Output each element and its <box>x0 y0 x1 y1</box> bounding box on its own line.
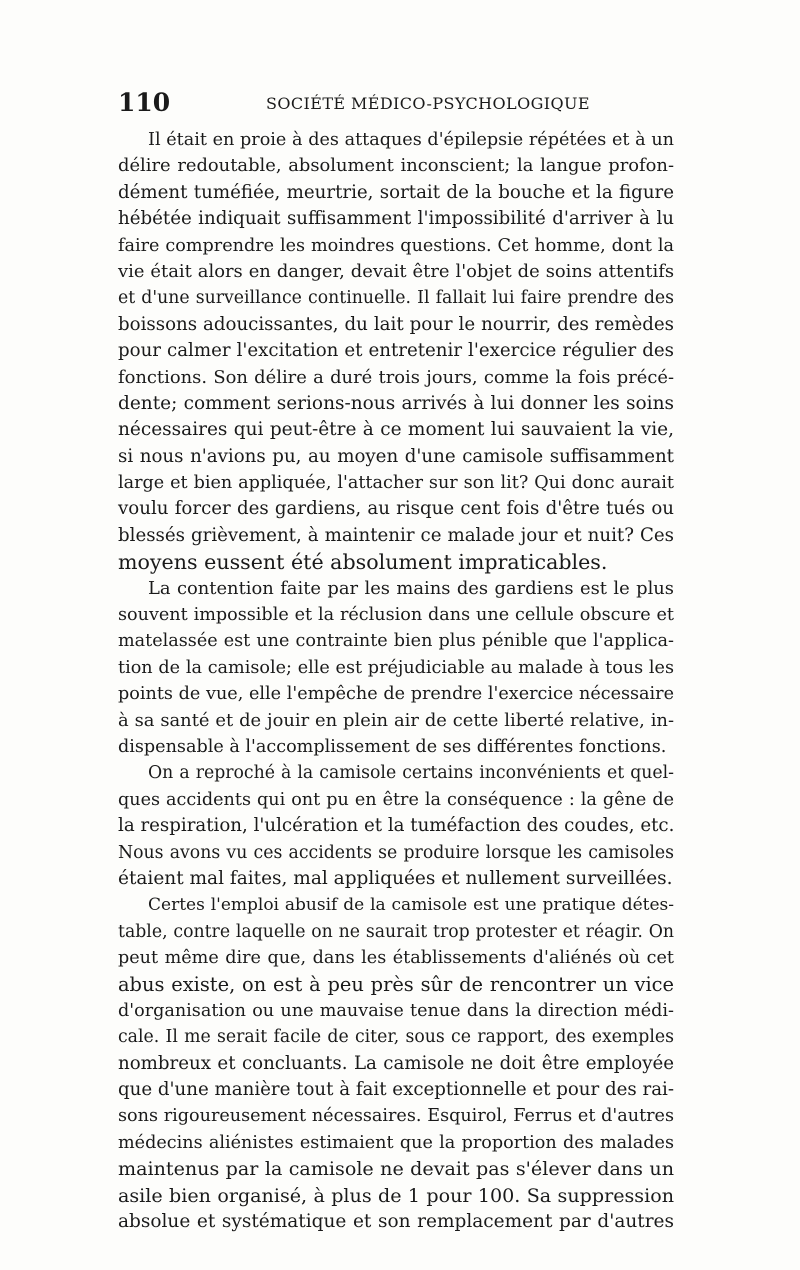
text-line: dispensable à l'accomplissement de ses différentes fonctions. <box>118 736 667 757</box>
text-line: nombreux et concluants. La camisole ne doit être employée <box>118 1052 674 1074</box>
text-line: On a reproché à la camisole certains inconvénients et quel- <box>148 763 674 784</box>
text-line: pour calmer l'excitation et entretenir l'exercice régulier des <box>118 340 674 362</box>
body-text <box>118 127 674 1235</box>
text-line: Certes l'emploi abusif de la camisole est une pratique détes- <box>148 895 674 916</box>
text-line: et d'une surveillance continuelle. Il fallait lui faire prendre des <box>118 288 674 309</box>
text-line: si nous n'avions pu, au moyen d'une camisole suffisamment <box>118 445 674 467</box>
text-line: faire comprendre les moindres questions. Cet homme, dont la <box>118 235 674 256</box>
text-line: tion de la camisole; elle est préjudiciable au malade à tous les <box>118 657 674 678</box>
text-line: moyens eussent été absolument impraticables. <box>118 550 608 575</box>
text-line: délire redoutable, absolument inconscient; la langue profon- <box>118 155 674 177</box>
text-line: ques accidents qui ont pu en être la conséquence : la gêne de <box>118 789 674 810</box>
text-line: hébétée indiquait suffisamment l'impossibilité d'arriver à lu <box>118 208 674 230</box>
text-line: table, contre laquelle on ne saurait trop protester et réagir. On <box>118 921 674 942</box>
text-line: vie était alors en danger, devait être l'objet de soins attentifs <box>118 260 674 282</box>
text-line: à sa santé et de jouir en plein air de cette liberté relative, in- <box>118 709 674 731</box>
text-line: sons rigoureusement nécessaires. Esquirol, Ferrus et d'autres <box>118 1106 674 1127</box>
text-line: médecins aliénistes estimaient que la proportion des malades <box>118 1132 674 1153</box>
text-line: matelassée est une contrainte bien plus pénible que l'applica- <box>118 631 674 652</box>
running-title: SOCIÉTÉ MÉDICO-PSYCHOLOGIQUE <box>266 94 590 113</box>
text-line: boissons adoucissantes, du lait pour le nourrir, des remèdes <box>118 313 674 335</box>
text-line: voulu forcer des gardiens, au risque cent fois d'être tués ou <box>118 498 674 520</box>
text-line: abus existe, on est à peu près sûr de rencontrer un vice <box>118 972 674 996</box>
text-line: cale. Il me serait facile de citer, sous ce rapport, des exemples <box>118 1027 674 1048</box>
page-number: 110 <box>118 88 171 117</box>
text-line: Nous avons vu ces accidents se produire lorsque les camisoles <box>118 842 674 863</box>
text-line: que d'une manière tout à fait exceptionnelle et pour des rai- <box>118 1079 675 1101</box>
text-line: asile bien organisé, à plus de 1 pour 100. Sa suppression <box>118 1183 674 1207</box>
text-line: d'organisation ou une mauvaise tenue dans la direction médi- <box>118 1000 674 1021</box>
text-line: dente; comment serions-nous arrivés à lui donner les soins <box>118 392 674 414</box>
text-line: blessés grièvement, à maintenir ce malade jour et nuit? Ces <box>118 524 674 546</box>
text-line: points de vue, elle l'empêche de prendre l'exercice nécessaire <box>118 684 674 705</box>
text-line: la respiration, l'ulcération et la tuméfaction des coudes, etc. <box>118 815 675 837</box>
text-line: dément tuméfiée, meurtrie, sortait de la bouche et la figure <box>118 181 674 203</box>
text-line: peut même dire que, dans les établissements d'aliénés où cet <box>118 948 674 969</box>
page-header <box>118 88 674 118</box>
text-line: Il était en proie à des attaques d'épilepsie répétées et à un <box>148 130 674 150</box>
text-line: large et bien appliquée, l'attacher sur son lit? Qui donc aurait <box>118 473 674 494</box>
text-line: absolue et systématique et son remplacement par d'autres <box>118 1211 674 1233</box>
text-line: La contention faite par les mains des gardiens est le plus <box>148 577 674 599</box>
text-line: étaient mal faites, mal appliquées et nullement surveillées. <box>118 867 673 889</box>
text-line: fonctions. Son délire a duré trois jours, comme la fois précé- <box>118 366 674 388</box>
text-line: maintenus par la camisole ne devait pas s'élever dans un <box>118 1157 674 1181</box>
text-line: souvent impossible et la réclusion dans une cellule obscure et <box>118 605 674 626</box>
text-line: nécessaires qui peut-être à ce moment lui sauvaient la vie, <box>118 419 674 441</box>
